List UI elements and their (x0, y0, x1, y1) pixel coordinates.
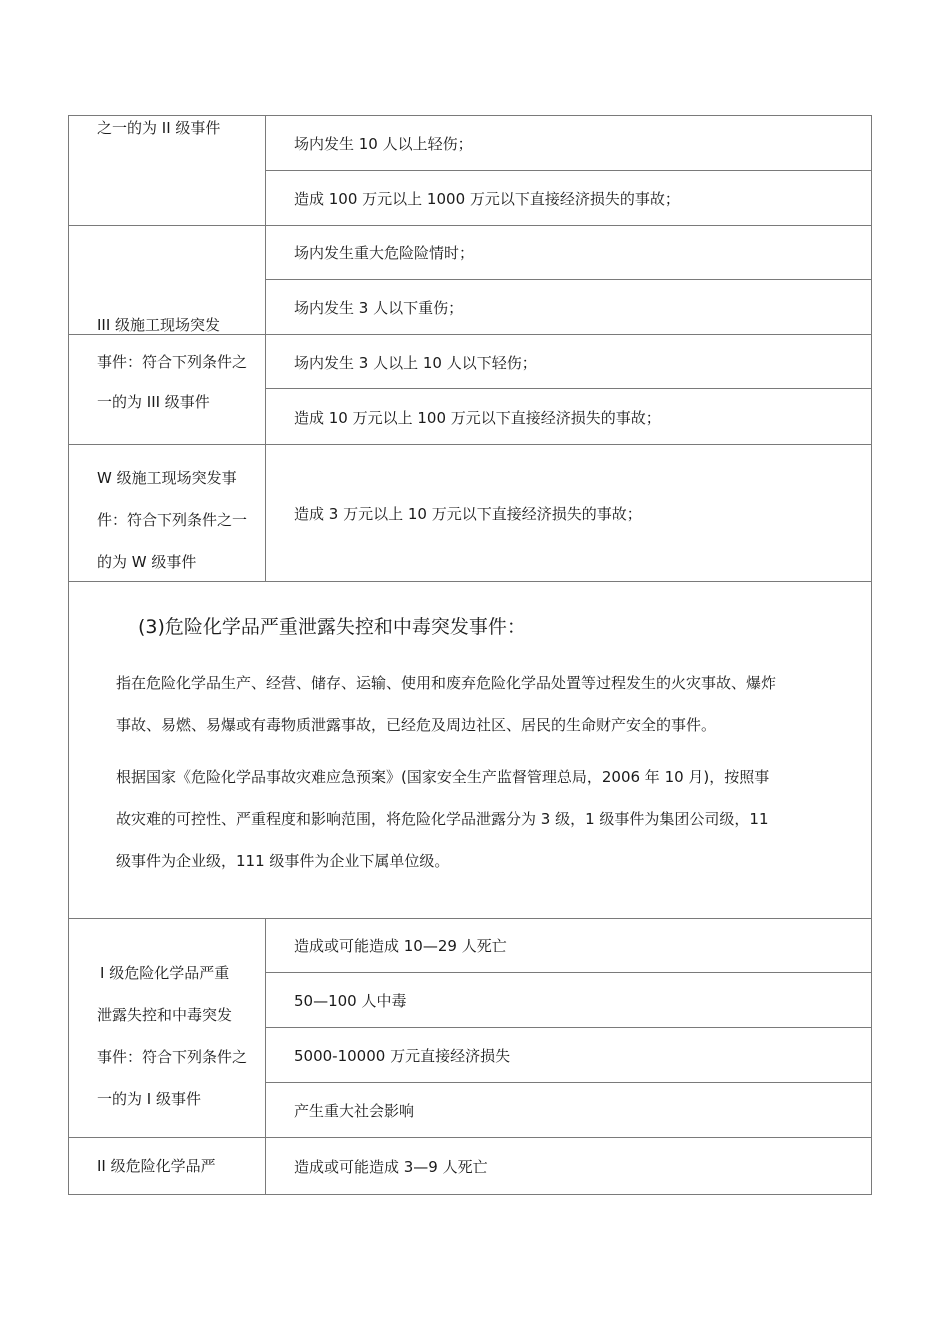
table-cell-right: 场内发生 10 人以上轻伤； (294, 135, 473, 153)
table-cell-right: 场内发生重大危险险情时； (294, 244, 475, 262)
table-border (68, 1137, 872, 1138)
table-border (265, 918, 266, 1195)
table-border (68, 1194, 872, 1195)
table-cell-right: 5000-10000 万元直接经济损失 (294, 1047, 511, 1065)
table-cell-right: 造成 3 万元以上 10 万元以下直接经济损失的事故； (294, 505, 642, 523)
table-cell-right: 造成或可能造成 10—29 人死亡 (294, 937, 507, 955)
table-cell-right: 场内发生 3 人以上 10 人以下轻伤； (294, 354, 537, 372)
table-border (265, 279, 872, 280)
table-border (265, 1027, 872, 1028)
table-cell-left: 事件：符合下列条件之 (97, 353, 248, 371)
table-cell-left: 泄露失控和中毒突发 (97, 1006, 233, 1024)
table-border (68, 581, 872, 582)
table-cell-left: 件：符合下列条件之一 (97, 511, 248, 529)
table-cell-left: 一的为 I 级事件 (97, 1090, 201, 1108)
table-border (68, 444, 872, 445)
table-cell-left: 之一的为 II 级事件 (97, 119, 221, 137)
table-border (68, 225, 872, 226)
table-cell-left: 的为 W 级事件 (97, 553, 197, 571)
table-cell-left: W 级施工现场突发事 (97, 469, 237, 487)
table-cell-right: 50—100 人中毒 (294, 992, 407, 1010)
table-cell-right: 产生重大社会影响 (294, 1102, 415, 1120)
table-border (265, 170, 872, 171)
table-cell-left: 一的为 III 级事件 (97, 393, 210, 411)
table-cell-right: 造成或可能造成 3—9 人死亡 (294, 1158, 488, 1176)
paragraph-line: 级事件为企业级，111 级事件为企业下属单位级。 (116, 852, 450, 870)
table-cell-right: 造成 100 万元以上 1000 万元以下直接经济损失的事故； (294, 190, 680, 208)
paragraph-line: 事故、易燃、易爆或有毒物质泄露事故，已经危及周边社区、居民的生命财产安全的事件。 (116, 716, 717, 734)
table-cell-left: I 级危险化学品严重 (100, 964, 230, 982)
table-border (265, 972, 872, 973)
paragraph-line: 指在危险化学品生产、经营、储存、运输、使用和废弃危险化学品处置等过程发生的火灾事故、爆炸 (116, 674, 777, 692)
table-border (68, 115, 872, 116)
table-border (265, 388, 872, 389)
table-border (265, 1082, 872, 1083)
paragraph-line: 故灾难的可控性、严重程度和影响范围，将危险化学品泄露分为 3 级，1 级事件为集团公司级，11 (116, 810, 769, 828)
table-cell-right: 场内发生 3 人以下重伤； (294, 299, 464, 317)
table-border (265, 115, 266, 582)
table-cell-right: 造成 10 万元以上 100 万元以下直接经济损失的事故； (294, 409, 661, 427)
table-border (871, 115, 872, 1195)
table-cell-left: 事件：符合下列条件之 (97, 1048, 248, 1066)
table-cell-left: II 级危险化学品严 (97, 1157, 216, 1175)
section-heading: (3)危险化学品严重泄露失控和中毒突发事件： (138, 616, 526, 638)
table-cell-left: III 级施工现场突发 (97, 316, 221, 334)
table-border (68, 918, 872, 919)
table-border (68, 115, 69, 1195)
paragraph-line: 根据国家《危险化学品事故灾难应急预案》(国家安全生产监督管理总局，2006 年 10 月)，按照事 (116, 768, 770, 786)
